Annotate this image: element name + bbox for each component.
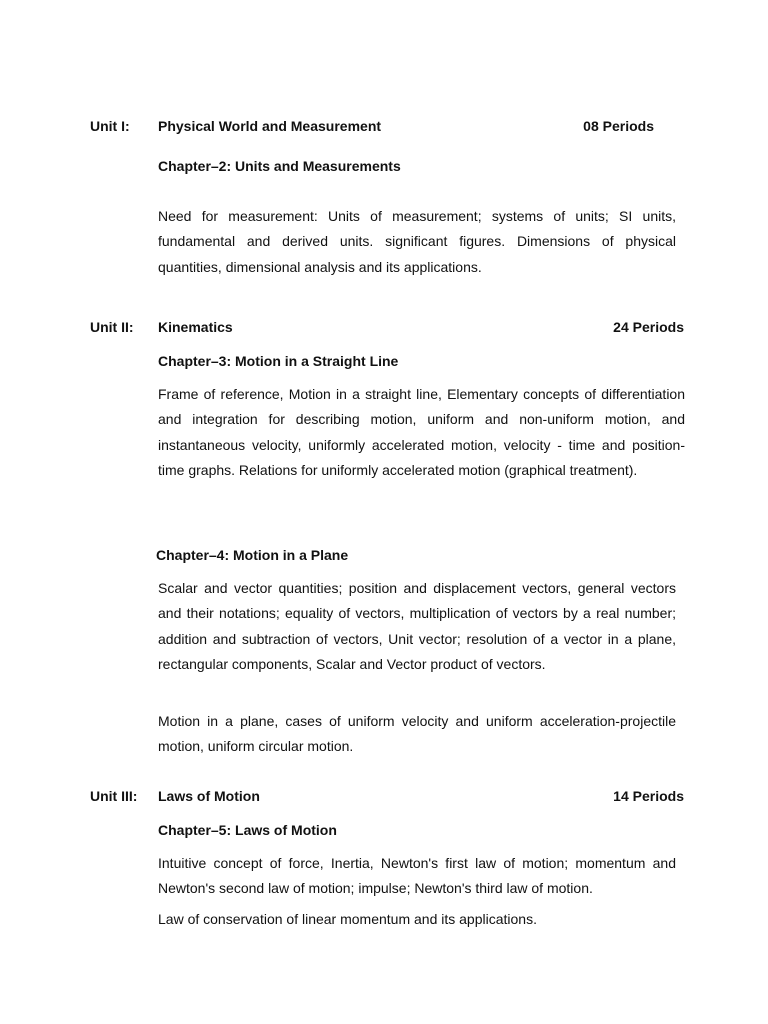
unit-1-title: Physical World and Measurement: [158, 118, 382, 134]
chapter-3-title: Chapter–3: Motion in a Straight Line: [158, 353, 399, 369]
chapter-4-paragraph-2: Motion in a plane, cases of uniform velocity and uniform acceleration-projectile motion, uniform circular motion.: [158, 713, 676, 755]
chapter-3-paragraph: Frame of reference, Motion in a straight line, Elementary concepts of differentiation and integration for describing motion, uniform and non-uniform motion, and instantaneous velocity, uniformly accelerated motion, velocity - time and position-time graphs. Relations for uniformly accelerated motion (graphical treatment).: [158, 386, 685, 479]
unit-3-title: Laws of Motion: [158, 788, 260, 804]
chapter-5-paragraph-1: Intuitive concept of force, Inertia, Newton's first law of motion; momentum and Newton's second law of motion; impulse; Newton's third law of motion.: [158, 855, 676, 897]
unit-2-periods: 24 Periods: [613, 319, 684, 335]
chapter-2-paragraph: Need for measurement: Units of measurement; systems of units; SI units, fundamental and derived units. significant figures. Dimensions of physical quantities, dimensional analysis and its applications.: [158, 208, 676, 275]
unit-2-label: Unit II:: [90, 319, 134, 335]
chapter-2-title: Chapter–2: Units and Measurements: [158, 158, 401, 174]
unit-2-title: Kinematics: [158, 319, 233, 335]
unit-1-periods: 08 Periods: [583, 118, 654, 134]
chapter-4-paragraph-1: Scalar and vector quantities; position and displacement vectors, general vectors and their notations; equality of vectors, multiplication of vectors by a real number; addition and subtraction of vectors, Unit vector; resolution of a vector in a plane, rectangular components, Scalar and Vector product of vectors.: [158, 580, 676, 673]
unit-3-label: Unit III:: [90, 788, 138, 804]
chapter-5-title: Chapter–5: Laws of Motion: [158, 822, 337, 838]
unit-3-periods: 14 Periods: [613, 788, 684, 804]
chapter-5-paragraph-2: Law of conservation of linear momentum and its applications.: [158, 911, 537, 927]
chapter-4-title: Chapter–4: Motion in a Plane: [156, 547, 349, 563]
unit-1-label: Unit I:: [90, 118, 130, 134]
